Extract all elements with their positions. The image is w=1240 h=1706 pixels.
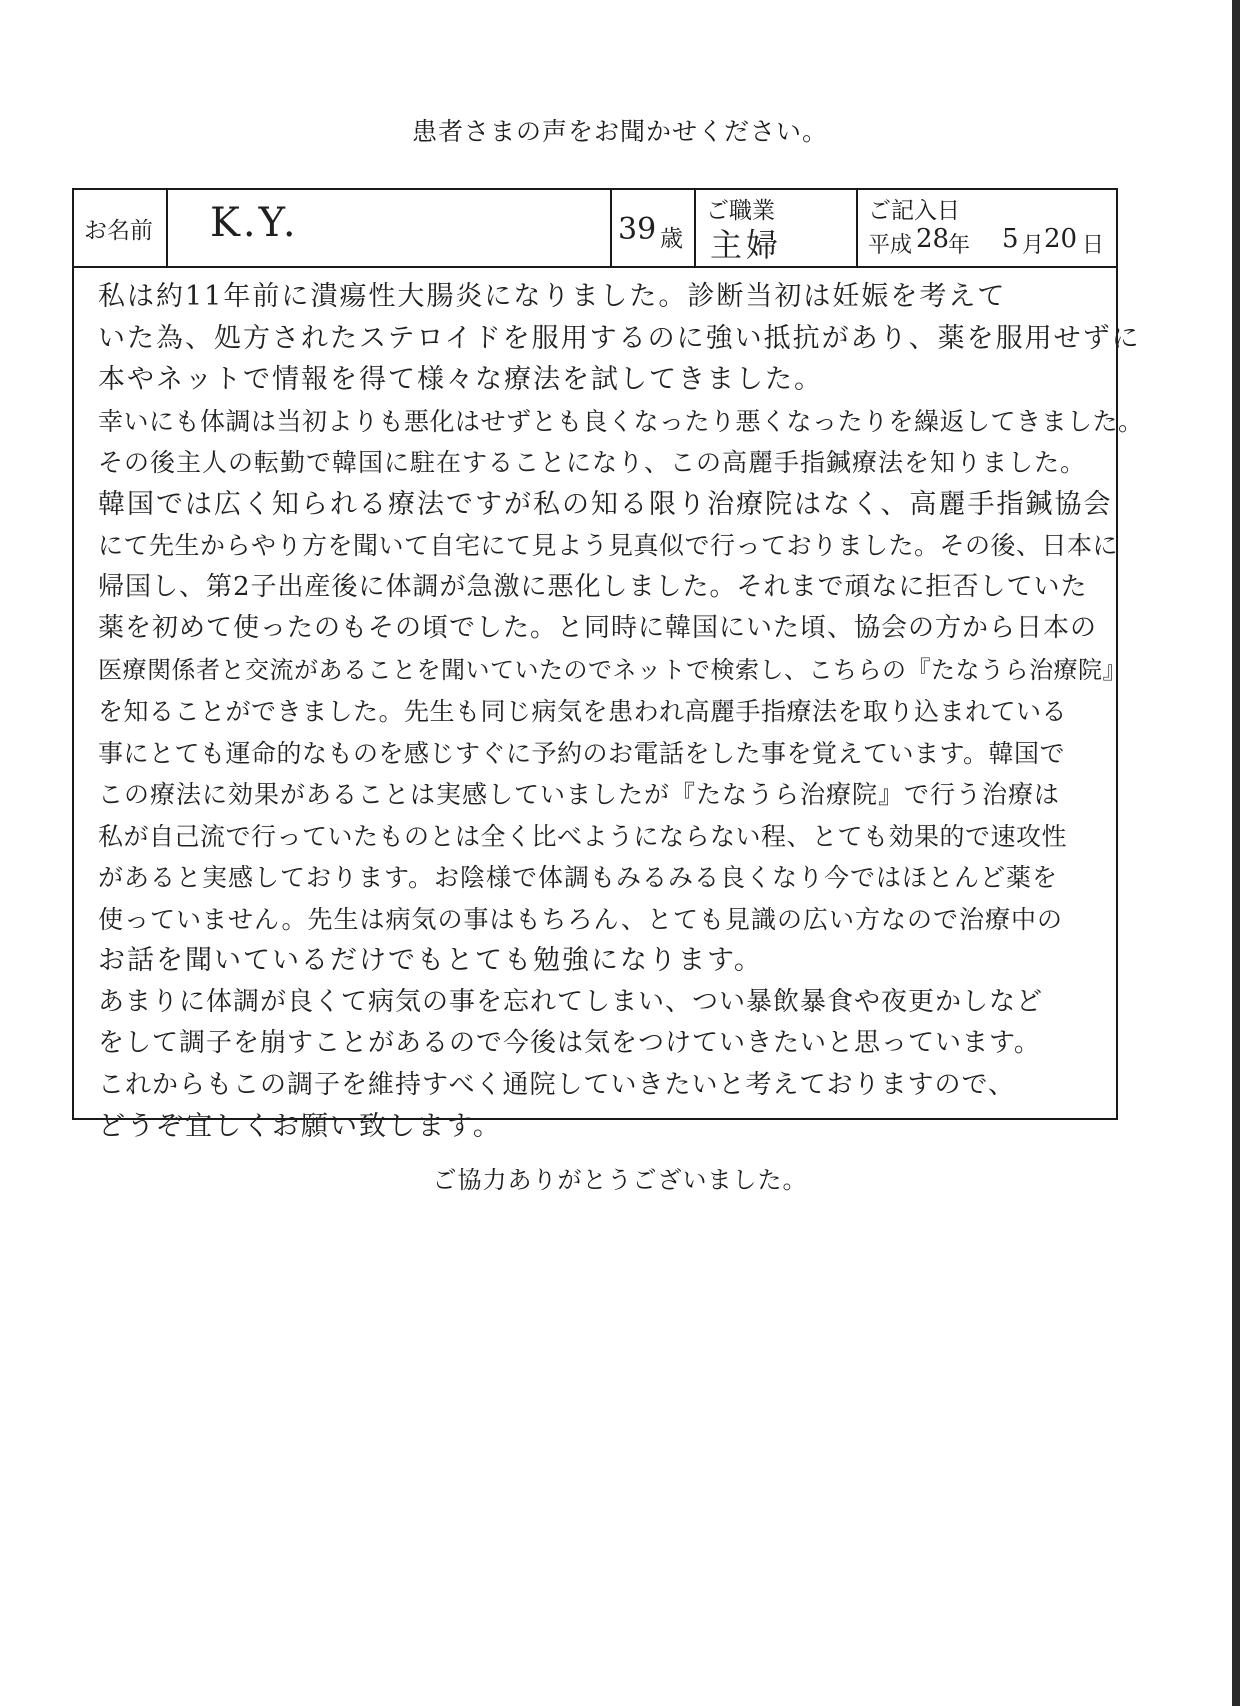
date-cell [858,190,1116,266]
message-line: いた為、処方されたステロイドを服用するのに強い抵抗があり、薬を服用せずに [98,322,1141,354]
thank-you-note: ご協力ありがとうございました。 [432,1166,808,1194]
age-value: 39 [618,212,657,247]
form-header-row [74,190,1116,268]
message-line: 幸いにも体調は当初よりも悪化はせずとも良くなったり悪くなったりを繰返してきました。 [98,406,1144,436]
message-line: どうぞ宜しくお願い致します。 [98,1111,502,1142]
date-label: ご記入日 [868,198,960,224]
date-year-unit: 年 [948,233,971,258]
date-year-value: 28 [916,224,950,254]
occupation-label: ご職業 [706,198,775,224]
page-title: 患者さまの声をお聞かせください。 [411,117,828,146]
message-line: 帰国し、第2子出産後に体調が急激に悪化しました。それまで頑なに拒否していた [98,571,1088,602]
message-line: 韓国では広く知られる療法ですが私の知る限り治療院はなく、高麗手指鍼協会 [98,488,1113,520]
message-line: 事にとても運命的なものを感じすぐに予約のお電話をした事を覚えています。韓国で [98,738,1066,768]
name-label-cell [74,190,168,266]
name-value-cell [168,190,612,266]
message-line: 医療関係者と交流があることを聞いていたのでネットで検索し、こちらの『たなうら治療院』 [98,655,1127,684]
message-line: これからもこの調子を維持すべく通院していきたいと考えておりますので、 [98,1069,1015,1100]
occupation-cell [696,190,858,266]
date-day-unit: 日 [1082,233,1105,258]
message-line: にて先生からやり方を聞いて自宅にて見よう見真似で行っておりました。その後、日本に [98,531,1119,560]
message-line: を知ることができました。先生も同じ病気を患われ高麗手指療法を取り込まれている [98,697,1068,726]
survey-form [72,188,1144,1142]
occupation-value: 主婦 [710,226,783,264]
message-line: 私が自己流で行っていたものとは全く比べようにならない程、とても効果的で速攻性 [98,821,1068,851]
date-era: 平成 [868,233,913,258]
message-line: をして調子を崩すことがあるので今後は気をつけていきたいと思っています。 [98,1028,1041,1058]
message-line: この療法に効果があることは実感していましたが『たなうら治療院』で行う治療は [98,780,1061,809]
date-day-value: 20 [1044,224,1078,254]
message-line: 使っていません。先生は病気の事はもちろん、とても見識の広い方なので治療中の [98,904,1064,934]
date-month-unit: 月 [1022,233,1045,258]
message-line: があると実感しております。お陰様で体調もみるみる良くなり今ではほとんど薬を [98,863,1059,892]
age-cell [612,190,696,266]
date-month-value: 5 [1002,224,1019,254]
page-edge-shadow [1232,0,1240,1706]
message-line: お話を聞いているだけでもとても勉強になります。 [98,945,763,976]
message-line: 薬を初めて使ったのもその頃でした。と同時に韓国にいた頃、協会の方から日本の [98,613,1098,643]
age-unit: 歳 [660,226,683,252]
name-label: お名前 [84,218,153,244]
message-line: 本やネットで情報を得て様々な療法を試してきました。 [98,364,823,395]
message-line: あまりに体調が良くて病気の事を忘れてしまい、つい暴飲暴食や夜更かしなど [98,986,1044,1017]
message-line: その後主人の転勤で韓国に駐在することになり、この高麗手指鍼療法を知りました。 [98,448,1087,477]
message-body [98,276,1144,1148]
name-value: K.Y. [210,200,299,246]
message-line: 私は約11年前に潰瘍性大腸炎になりました。診断当初は妊娠を考えて [98,281,1007,312]
